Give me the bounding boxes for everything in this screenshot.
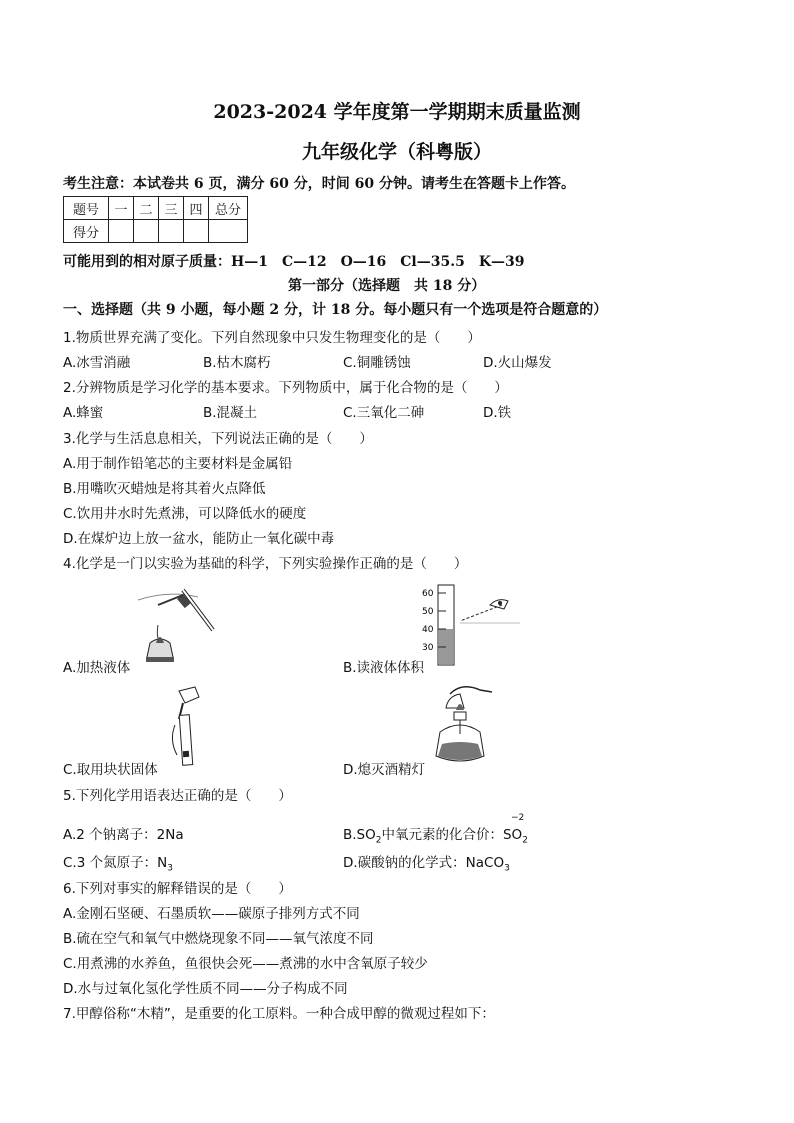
question-6-option-d: D.水与过氧化氢化学性质不同——分子构成不同 <box>63 981 348 997</box>
question-2-option-c: C.三氧化二砷 <box>343 405 425 421</box>
question-2-option-a: A.蜂蜜 <box>63 405 104 421</box>
question-4-stem: 4.化学是一门以实验为基础的科学，下列实验操作正确的是（ ） <box>63 556 468 572</box>
question-5-stem: 5.下列化学用语表达正确的是（ ） <box>63 788 292 804</box>
exam-subtitle: 九年级化学（科粤版） <box>301 141 492 163</box>
question-2-option-b: B.混凝土 <box>203 405 258 421</box>
question-4-option-a: A.加热液体 <box>63 660 131 676</box>
table-cell <box>109 220 134 243</box>
cylinder-tick-label: 30 <box>422 643 434 653</box>
table-cell: 题号 <box>64 197 109 220</box>
table-cell: 二 <box>134 197 159 220</box>
question-4-option-d: D.熄灭酒精灯 <box>343 762 426 778</box>
question-5-option-d: D.碳酸钠的化学式：NaCO$_3$ <box>343 855 510 874</box>
question-1-option-b: B.枯木腐朽 <box>203 355 271 371</box>
exam-title: 2023-2024 学年度第一学期期末质量监测 <box>213 101 581 123</box>
part-heading: 第一部分（选择题 共 18 分） <box>288 278 486 294</box>
question-3-option-b: B.用嘴吹灭蜡烛是将其着火点降低 <box>63 481 266 497</box>
question-1-option-d: D.火山爆发 <box>483 355 552 371</box>
question-3-option-a: A.用于制作铅笔芯的主要材料是金属铅 <box>63 456 293 472</box>
table-cell: 四 <box>184 197 209 220</box>
table-row <box>64 197 248 220</box>
table-cell <box>134 220 159 243</box>
exam-notice: 考生注意：本试卷共 6 页，满分 60 分，时间 60 分钟。请考生在答题卡上作答。 <box>63 176 575 192</box>
question-6-option-c: C.用煮沸的水养鱼，鱼很快会死——煮沸的水中含氧原子较少 <box>63 956 428 972</box>
score-table <box>63 196 248 243</box>
question-4-option-b: B.读液体体积 <box>343 660 425 676</box>
table-cell: 三 <box>159 197 184 220</box>
question-3-option-d: D.在煤炉边上放一盆水，能防止一氧化碳中毒 <box>63 531 335 547</box>
table-cell: 一 <box>109 197 134 220</box>
question-5-option-b: $B.SO_2$中氧元素的化合价： −2 $SO_2$ <box>343 813 528 846</box>
alcohol-lamp-figure <box>420 682 510 772</box>
question-3-option-c: C.饮用井水时先煮沸，可以降低水的硬度 <box>63 506 307 522</box>
heating-liquid-figure <box>128 585 228 670</box>
question-1-stem: 1.物质世界充满了变化。下列自然现象中只发生物理变化的是（ ） <box>63 330 481 346</box>
graduated-cylinder-figure <box>420 583 530 668</box>
question-4-option-c: C.取用块状固体 <box>63 762 158 778</box>
block-solid-figure <box>165 685 215 770</box>
cylinder-tick-label: 40 <box>422 625 434 635</box>
table-cell <box>209 220 248 243</box>
question-6-stem: 6.下列对事实的解释错误的是（ ） <box>63 881 292 897</box>
question-2-stem: 2.分辨物质是学习化学的基本要求。下列物质中，属于化合物的是（ ） <box>63 380 508 396</box>
atomic-mass-note: 可能用到的相对原子质量：H—1 C—12 O—16 Cl—35.5 K—39 <box>63 254 525 270</box>
question-1-option-a: A.冰雪消融 <box>63 355 131 371</box>
question-3-stem: 3.化学与生活息息相关，下列说法正确的是（ ） <box>63 431 373 447</box>
question-2-option-d: D.铁 <box>483 405 512 421</box>
cylinder-tick-label: 50 <box>422 607 434 617</box>
section-heading: 一、选择题（共 9 小题，每小题 2 分，计 18 分。每小题只有一个选项是符合题意的） <box>63 302 608 318</box>
question-5-option-a: A.2 个钠离子：2Na <box>63 827 184 843</box>
question-6-option-b: B.硫在空气和氧气中燃烧现象不同——氧气浓度不同 <box>63 931 374 947</box>
table-cell: 总分 <box>209 197 248 220</box>
question-5-option-c: C.3 个氮原子：$N_3$ <box>63 855 173 874</box>
cylinder-tick-label: 60 <box>422 589 434 599</box>
question-6-option-a: A.金刚石坚硬、石墨质软——碳原子排列方式不同 <box>63 906 360 922</box>
table-row <box>64 220 248 243</box>
question-7-stem: 7.甲醇俗称“木精”，是重要的化工原料。一种合成甲醇的微观过程如下： <box>63 1006 495 1022</box>
table-cell <box>159 220 184 243</box>
question-1-option-c: C.铜雕锈蚀 <box>343 355 411 371</box>
table-cell: 得分 <box>64 220 109 243</box>
table-cell <box>184 220 209 243</box>
